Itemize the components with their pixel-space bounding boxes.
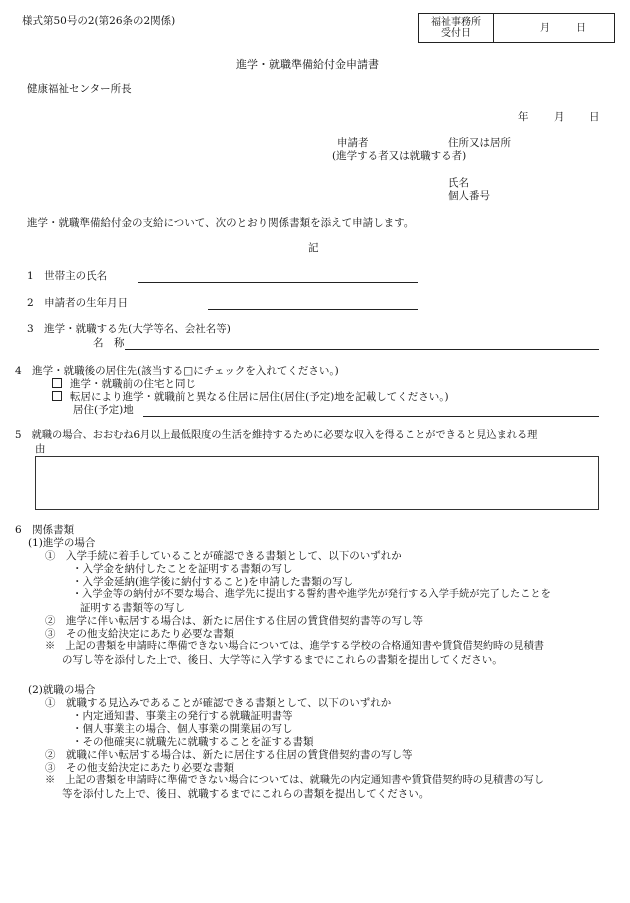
addressee: 健康福祉センター所長 (27, 83, 132, 95)
school-note-line1: ※ 上記の書類を申請時に準備できない場合については、進学する学校の合格通知書や賃貸借契約時の見積書 (45, 641, 544, 652)
option-same-label: 進学・就職前の住宅と同じ (70, 378, 196, 390)
school-note-line2: の写し等を添付した上で、後日、大学等に入学するまでにこれらの書類を提出してください。 (62, 654, 503, 666)
job-c1-b: ・個人事業主の場合、個人事業の開業届の写し (72, 723, 293, 735)
receipt-day: 日 (576, 23, 586, 34)
school-c2: ② 進学に伴い転居する場合は、新たに居住する住居の賃貸借契約書等の写し等 (45, 615, 423, 627)
receipt-label (419, 14, 494, 43)
item4-label: 4 進学・就職後の居住先(該当する□にチェックを入れてください。) (15, 365, 339, 377)
receipt-label-line2: 受付日 (441, 28, 471, 39)
job-c1-c: ・その他確実に就職先に就職することを証する書類 (72, 736, 314, 748)
school-c1-b: ・入学金延納(進学後に納付すること)を申請した書類の写し (72, 576, 354, 588)
item5-label-line2: 由 (35, 443, 46, 455)
item3-name-label: 名 称 (93, 337, 125, 349)
birthdate-field[interactable] (208, 309, 418, 310)
job-c1: ① 就職する見込みであることが確認できる書類として、以下のいずれか (45, 697, 392, 709)
receipt-label-line1: 福祉事務所 (431, 16, 481, 28)
item2-label: 2 申請者の生年月日 (27, 297, 129, 309)
destination-name-field[interactable] (125, 349, 599, 350)
intro-text: 進学・就職準備給付金の支給について、次のとおり関係書類を添えて申請します。 (27, 217, 415, 229)
form-number: 様式第50号の2(第26条の2関係) (22, 15, 176, 27)
residence-option-move[interactable] (52, 391, 449, 404)
id-label: 個人番号 (448, 190, 490, 202)
school-c3: ③ その他支給決定にあたり必要な書類 (45, 628, 234, 640)
planned-residence-label: 居住(予定)地 (73, 404, 134, 416)
job-note-line2: 等を添付した上で、後日、就職するまでにこれらの書類を提出してください。 (62, 788, 430, 800)
job-c3: ③ その他支給決定にあたり必要な書類 (45, 762, 234, 774)
receipt-date-cell[interactable] (494, 14, 615, 43)
school-heading: (1)進学の場合 (28, 537, 96, 549)
job-heading: (2)就職の場合 (28, 684, 96, 696)
job-note-line1: ※ 上記の書類を申請時に準備できない場合については、就職先の内定通知書や賃貸借契約時の見積書の写し (45, 775, 544, 786)
income-reason-textarea[interactable] (35, 456, 599, 510)
residence-option-same[interactable] (52, 378, 196, 391)
docs-heading: 6 関係書類 (15, 524, 75, 536)
name-label: 氏名 (448, 177, 469, 189)
date-day: 日 (589, 111, 600, 123)
school-c1: ① 入学手続に着手していることが確認できる書類として、以下のいずれか (45, 550, 402, 562)
date-year: 年 (518, 111, 529, 123)
applicant-label: 申請者 (337, 137, 369, 149)
checkbox-move-residence[interactable] (52, 391, 62, 401)
applicant-note: (進学する者又は就職する者) (332, 150, 467, 162)
item3-label: 3 進学・就職する先(大学等名、会社名等) (27, 323, 231, 335)
receipt-box (418, 13, 615, 43)
checkbox-same-residence[interactable] (52, 378, 62, 388)
school-c1-c2: 証明する書類等の写し (80, 602, 185, 614)
address-label: 住所又は居所 (448, 137, 511, 149)
planned-residence-field[interactable] (143, 416, 599, 417)
job-c1-a: ・内定通知書、事業主の発行する就職証明書等 (72, 710, 293, 722)
school-c1-a: ・入学金を納付したことを証明する書類の写し (72, 563, 293, 575)
job-c2: ② 就職に伴い転居する場合は、新たに居住する住居の賃貸借契約書の写し等 (45, 749, 413, 761)
item5-label-line1: 5 就職の場合、おおむね6月以上最低限度の生活を維持するために必要な収入を得ることができると見込まれる理 (15, 430, 538, 441)
household-head-name-field[interactable] (138, 282, 418, 283)
receipt-month: 月 (540, 23, 550, 34)
ki-label: 記 (308, 242, 319, 254)
item1-label: 1 世帯主の氏名 (27, 270, 108, 282)
date-month: 月 (554, 111, 565, 123)
school-c1-c1: ・入学金等の納付が不要な場合、進学先に提出する誓約書や進学先が発行する入学手続が完了したことを (72, 589, 551, 600)
page-title: 進学・就職準備給付金申請書 (236, 58, 379, 71)
option-move-label: 転居により進学・就職前と異なる住居に居住(居住(予定)地を記載してください。) (70, 391, 449, 403)
